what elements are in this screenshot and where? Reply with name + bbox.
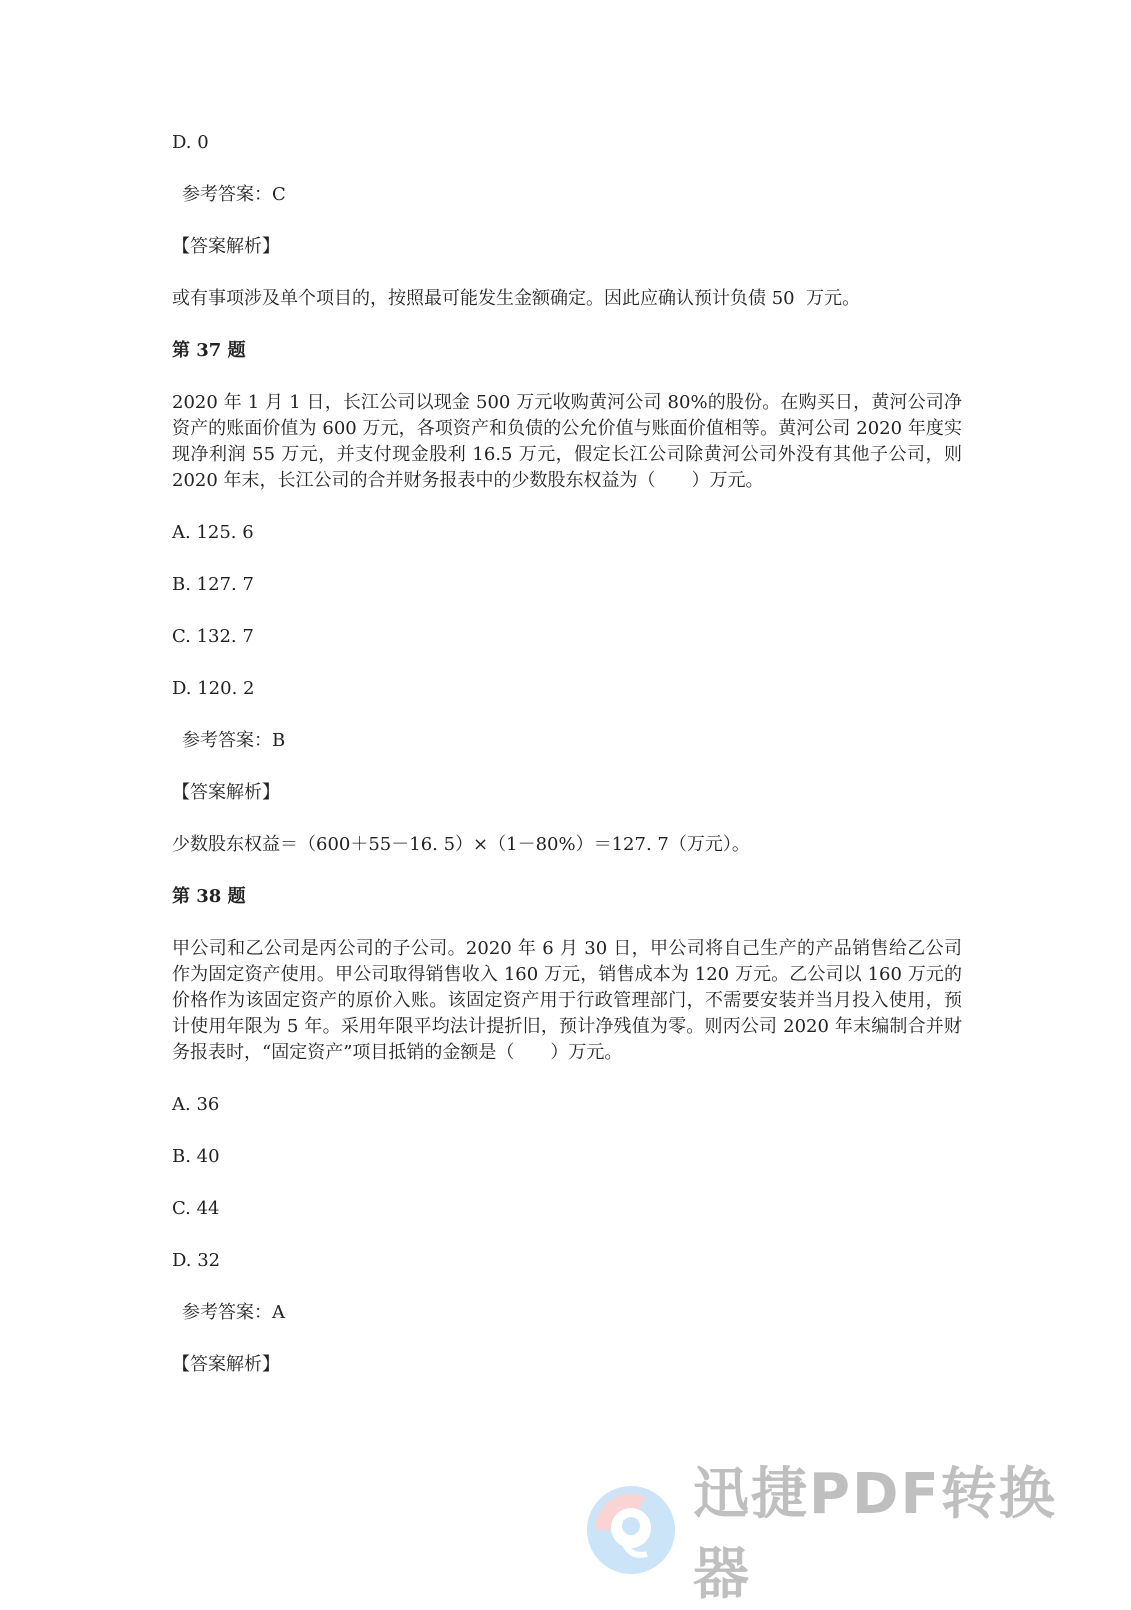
question-37-analysis-label: 【答案解析】	[172, 782, 280, 803]
question-37-option-b: B. 127. 7	[172, 574, 254, 595]
question-37-option-a: A. 125. 6	[172, 522, 254, 543]
question-38-reference-answer: 参考答案：A	[182, 1302, 285, 1323]
watermark	[585, 1462, 1105, 1607]
question-37-option-c: C. 132. 7	[172, 626, 254, 647]
reference-answer-prev: 参考答案：C	[182, 184, 286, 205]
question-37-analysis-text: 少数股东权益＝（600＋55－16. 5）×（1－80%）＝127. 7（万元）。	[172, 834, 750, 855]
question-37-text: 2020 年 1 月 1 日，长江公司以现金 500 万元收购黄河公司 80%的股份。在购买日，黄河公司净资产的账面价值为 600 万元，各项资产和负债的公允价值与账面价值相等。黄河公司 2020 年度实现净利润 55 万元，并支付现金股利 16.5 万元，假定长江公司除黄河公司外没有其他子公司，则 2020 年末，长江公司的合并财务报表中的少数股东权益为（ ）万元。	[172, 392, 962, 491]
analysis-text-prev: 或有事项涉及单个项目的，按照最可能发生金额确定。因此应确认预计负债 50 万元。	[172, 288, 861, 309]
watermark-logo-icon	[585, 1484, 677, 1576]
question-38-title: 第 38 题	[172, 886, 246, 907]
question-38-text: 甲公司和乙公司是丙公司的子公司。2020 年 6 月 30 日，甲公司将自己生产的产品销售给乙公司作为固定资产使用。甲公司取得销售收入 160 万元，销售成本为 120 万元。乙公司以 160 万元的价格作为该固定资产的原价入账。该固定资产用于行政管理部门，不需要安装并当月投入使用，预计使用年限为 5 年。采用年限平均法计提折旧，预计净残值为零。则丙公司 2020 年末编制合并财务报表时，“固定资产”项目抵销的金额是（ ）万元。	[172, 938, 962, 1063]
question-38-option-c: C. 44	[172, 1198, 220, 1219]
document-page	[172, 130, 962, 1378]
question-38-analysis-label: 【答案解析】	[172, 1354, 280, 1375]
watermark-text: 迅捷PDF转换器	[693, 1462, 1057, 1607]
question-38-option-a: A. 36	[172, 1094, 220, 1115]
question-38-option-d: D. 32	[172, 1250, 221, 1271]
option-d-prev: D. 0	[172, 132, 209, 153]
question-38-option-b: B. 40	[172, 1146, 220, 1167]
question-37-option-d: D. 120. 2	[172, 678, 255, 699]
question-37-title: 第 37 题	[172, 340, 246, 361]
question-37-reference-answer: 参考答案：B	[182, 730, 286, 751]
analysis-label-prev: 【答案解析】	[172, 236, 280, 257]
